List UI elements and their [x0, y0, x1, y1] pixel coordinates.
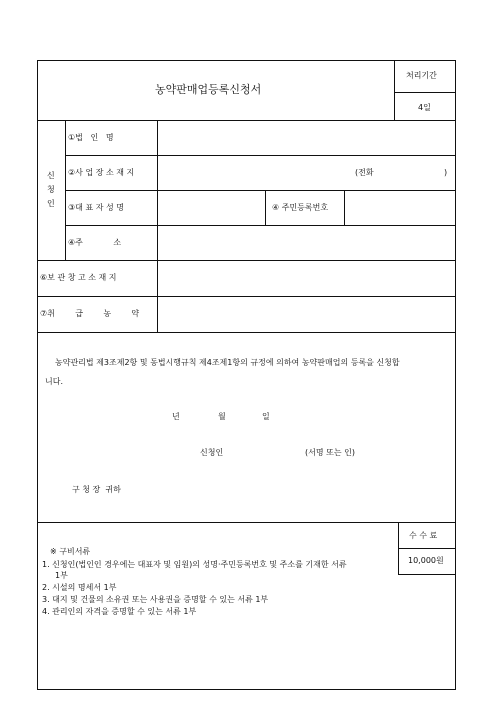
phone-close: ) — [444, 168, 448, 177]
recipient-label: 구 청 장 귀하 — [72, 485, 121, 494]
applicant-group-char: 인 — [47, 199, 55, 208]
signature-label: (서명 또는 인) — [305, 448, 355, 457]
fee-value: 10,000원 — [408, 556, 444, 565]
form-title: 농약판매업등록신청서 — [155, 83, 262, 96]
business-address-field[interactable] — [158, 156, 348, 190]
document-item: 4. 관리인의 자격을 증명할 수 있는 서류 1부 — [42, 607, 197, 616]
documents-header: ※ 구비서류 — [50, 547, 91, 556]
document-item: 1. 신청인(법인인 경우에는 대표자 및 임원)의 성명·주민등록번호 및 주소를 기재한 서류 — [42, 560, 347, 569]
business-address-label: ②사 업 장 소 재 지 — [68, 168, 135, 177]
warehouse-location-field[interactable] — [158, 261, 455, 296]
processing-period-value: 4일 — [418, 103, 431, 112]
representative-name-label: ③대 표 자 성 명 — [68, 203, 124, 212]
applicant-sign-label: 신청인 — [200, 448, 224, 457]
document-item: 2. 시설의 명세서 1부 — [42, 583, 117, 592]
processing-period-label: 처리기간 — [406, 71, 437, 80]
statement-text-line2: 니다. — [45, 377, 63, 386]
date-day-label: 일 — [262, 412, 270, 421]
phone-label: (전화 — [355, 168, 374, 177]
statement-text-line1: 농약관리법 제3조제2항 및 동법시행규칙 제4조제1항의 규정에 의하여 농약판매업의 등록을 신청합 — [55, 358, 400, 367]
corporation-name-label: ①법 인 명 — [68, 133, 114, 142]
resident-number-label: ④ 주민등록번호 — [272, 203, 329, 212]
document-item: 3. 대지 및 건물의 소유권 또는 사용권을 증명할 수 있는 서류 1부 — [42, 595, 269, 604]
date-month-label: 월 — [218, 412, 226, 421]
corporation-name-field[interactable] — [158, 121, 455, 155]
handled-pesticide-label: ⑦취 급 농 약 — [40, 309, 140, 318]
applicant-group-char: 신 — [47, 171, 55, 180]
resident-number-field[interactable] — [345, 191, 455, 225]
warehouse-location-label: ⑥보 관 창 고 소 재 지 — [40, 273, 117, 282]
date-year-label: 년 — [172, 412, 180, 421]
representative-name-field[interactable] — [158, 191, 264, 225]
applicant-group-char: 청 — [47, 185, 55, 194]
representative-address-label: ④주 소 — [68, 238, 122, 247]
fee-label: 수 수 료 — [409, 531, 438, 540]
representative-address-field[interactable] — [158, 226, 455, 260]
handled-pesticide-field[interactable] — [158, 297, 455, 332]
document-item: 1부 — [55, 571, 68, 580]
